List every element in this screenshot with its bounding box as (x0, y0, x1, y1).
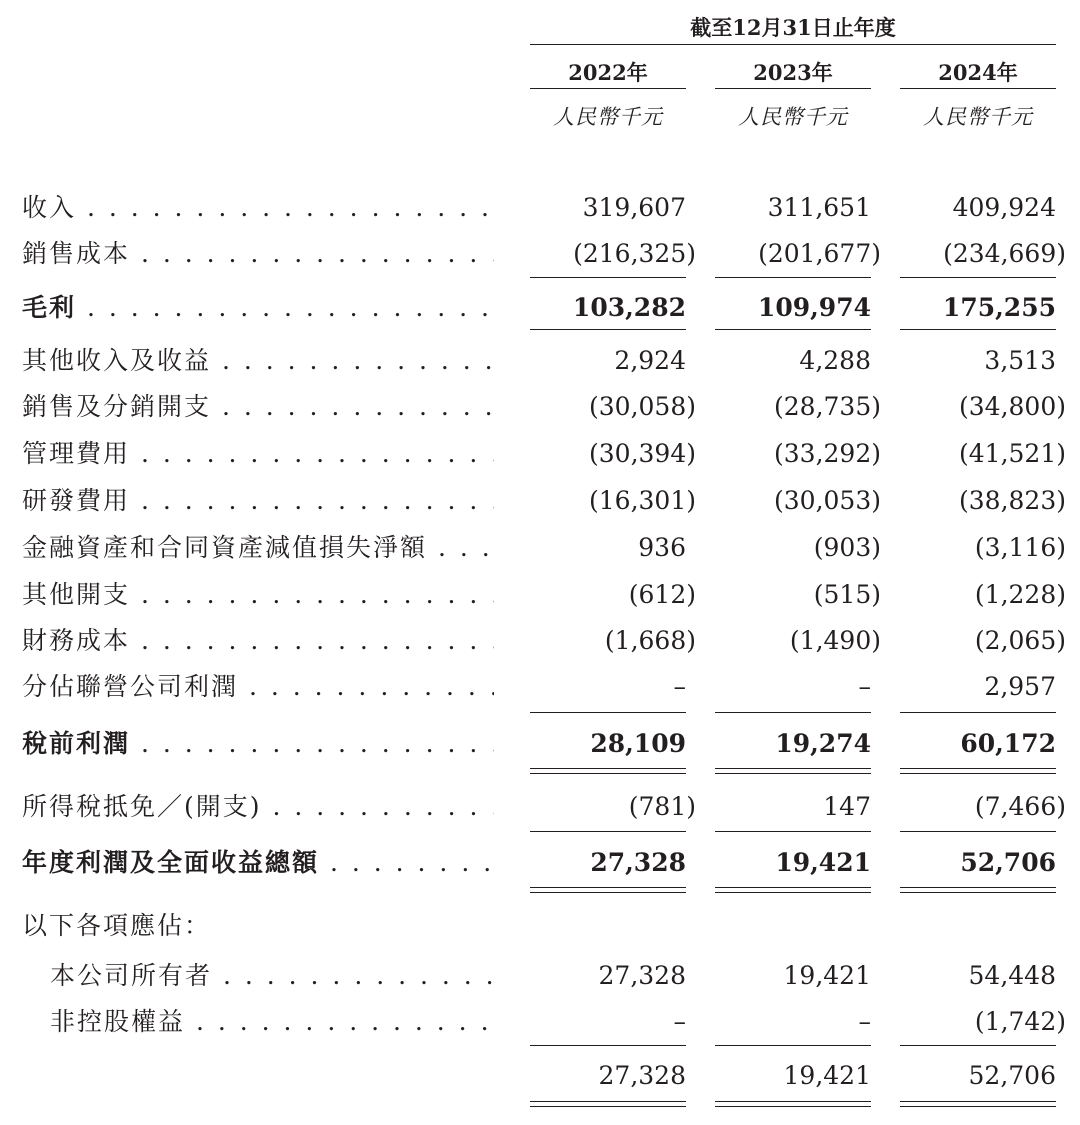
total-double-rule (530, 887, 686, 893)
value-2022: (612) (628, 580, 696, 609)
value-2023: 19,274 (775, 729, 871, 758)
row-impairment-losses (0, 527, 1080, 573)
row-rnd-expenses (0, 480, 1080, 526)
total-double-rule (530, 1101, 686, 1107)
row-label: 其他收入及收益 . . . (22, 344, 494, 378)
subtotal-rule (715, 277, 871, 278)
subtotal-rule (900, 1045, 1056, 1046)
row-label: 非控股權益 . . . (50, 1005, 494, 1039)
year-2024: 2024年 (938, 60, 1018, 85)
year-rule (900, 88, 1056, 89)
value-2024: (34,800) (959, 392, 1066, 421)
row-income-tax (0, 786, 1080, 832)
value-2024: (2,065) (974, 626, 1066, 655)
row-selling-expenses (0, 386, 1080, 432)
value-2022: (781) (628, 792, 696, 821)
value-2022: 319,607 (582, 193, 686, 222)
value-2024: 3,513 (984, 346, 1056, 375)
value-2023: 109,974 (757, 293, 871, 322)
value-2023: 4,288 (799, 346, 871, 375)
value-2022: 2,924 (614, 346, 686, 375)
value-2023: 147 (823, 792, 871, 821)
row-label: 其他開支 . . . (22, 578, 494, 612)
year-2023: 2023年 (753, 60, 833, 85)
value-2024: 175,255 (942, 293, 1056, 322)
row-label: 毛利 . . . (22, 291, 494, 325)
value-2022: (16,301) (589, 486, 696, 515)
value-2024: (38,823) (959, 486, 1066, 515)
value-2024: (41,521) (959, 439, 1066, 468)
total-double-rule (715, 768, 871, 774)
row-label: 所得稅抵免／(開支) . . . (22, 790, 494, 824)
value-2022: (216,325) (573, 239, 696, 268)
subtotal-rule (900, 831, 1056, 832)
row-profit-before-tax (0, 723, 1080, 769)
subtotal-rule (900, 277, 1056, 278)
value-2022: – (673, 672, 686, 701)
row-label: 銷售成本 . . . (22, 237, 494, 271)
value-2023: (903) (813, 533, 881, 562)
value-2024: (7,466) (974, 792, 1066, 821)
value-2024: 60,172 (960, 729, 1056, 758)
header-rule (530, 44, 1056, 45)
row-cost-of-sales (0, 233, 1080, 279)
row-profit-for-year (0, 842, 1080, 888)
value-2023: (30,053) (774, 486, 881, 515)
value-2023: – (858, 1007, 871, 1036)
value-2022: (30,394) (589, 439, 696, 468)
value-2022: 27,328 (598, 961, 686, 990)
subtotal-rule (530, 329, 686, 330)
value-2024: (234,669) (943, 239, 1066, 268)
subtotal-rule (530, 712, 686, 713)
row-attributable-total (0, 1055, 1080, 1101)
value-2023: – (858, 672, 871, 701)
row-owners-of-company (0, 955, 1080, 1001)
total-double-rule (715, 1101, 871, 1107)
value-2024: (1,228) (974, 580, 1066, 609)
total-double-rule (900, 887, 1056, 893)
row-admin-expenses (0, 433, 1080, 479)
row-label: 銷售及分銷開支 . . . (22, 390, 494, 424)
row-label: 分佔聯營公司利潤 . . . (22, 670, 494, 704)
value-2024: 54,448 (968, 961, 1056, 990)
row-label: 本公司所有者 . . . (50, 959, 494, 993)
total-double-rule (715, 887, 871, 893)
subtotal-rule (715, 712, 871, 713)
value-2023: 19,421 (783, 961, 871, 990)
subtotal-rule (900, 329, 1056, 330)
value-2022: – (673, 1007, 686, 1036)
value-2023: (201,677) (758, 239, 881, 268)
subtotal-rule (900, 712, 1056, 713)
value-2024: 52,706 (960, 848, 1056, 877)
value-2022: 103,282 (572, 293, 686, 322)
row-label: 以下各項應佔： (22, 911, 212, 940)
value-2023: (33,292) (774, 439, 881, 468)
unit-label: 人民幣千元 (553, 105, 663, 129)
value-2023: 19,421 (775, 848, 871, 877)
subtotal-rule (715, 1045, 871, 1046)
row-label: 年度利潤及全面收益總額 . . . (22, 846, 494, 880)
row-finance-costs (0, 620, 1080, 666)
total-double-rule (530, 768, 686, 774)
total-double-rule (900, 768, 1056, 774)
row-label: 管理費用 . . . (22, 437, 494, 471)
value-2024: 409,924 (952, 193, 1056, 222)
row-revenue (0, 187, 1080, 233)
row-share-of-associates (0, 666, 1080, 712)
row-label: 收入 . . . (22, 191, 494, 225)
row-other-expenses (0, 574, 1080, 620)
value-2023: (28,735) (774, 392, 881, 421)
subtotal-rule (530, 831, 686, 832)
subtotal-rule (530, 277, 686, 278)
unit-label: 人民幣千元 (923, 105, 1033, 129)
row-other-income (0, 340, 1080, 386)
value-2022: 936 (638, 533, 686, 562)
value-2024: (3,116) (974, 533, 1066, 562)
row-non-controlling-interests (0, 1001, 1080, 1047)
row-label: 研發費用 . . . (22, 484, 494, 518)
value-2022: 27,328 (598, 1061, 686, 1090)
year-2022: 2022年 (568, 60, 648, 85)
header-period: 截至12月31日止年度 (690, 15, 896, 40)
year-rule (530, 88, 686, 89)
year-rule (715, 88, 871, 89)
value-2023: (515) (813, 580, 881, 609)
row-label: 稅前利潤 . . . (22, 727, 494, 761)
row-gross-profit (0, 287, 1080, 333)
subtotal-rule (715, 329, 871, 330)
subtotal-rule (530, 1045, 686, 1046)
row-label: 金融資產和合同資產減值損失淨額 . . . (22, 531, 494, 565)
value-2024: (1,742) (974, 1007, 1066, 1036)
row-label: 財務成本 . . . (22, 624, 494, 658)
value-2022: 27,328 (590, 848, 686, 877)
unit-label: 人民幣千元 (738, 105, 848, 129)
value-2023: 19,421 (783, 1061, 871, 1090)
value-2022: (30,058) (589, 392, 696, 421)
value-2024: 52,706 (968, 1061, 1056, 1090)
value-2022: (1,668) (604, 626, 696, 655)
value-2023: 311,651 (767, 193, 871, 222)
subtotal-rule (715, 831, 871, 832)
row-attributable-to (0, 905, 1080, 951)
value-2022: 28,109 (590, 729, 686, 758)
value-2024: 2,957 (984, 672, 1056, 701)
value-2023: (1,490) (789, 626, 881, 655)
total-double-rule (900, 1101, 1056, 1107)
